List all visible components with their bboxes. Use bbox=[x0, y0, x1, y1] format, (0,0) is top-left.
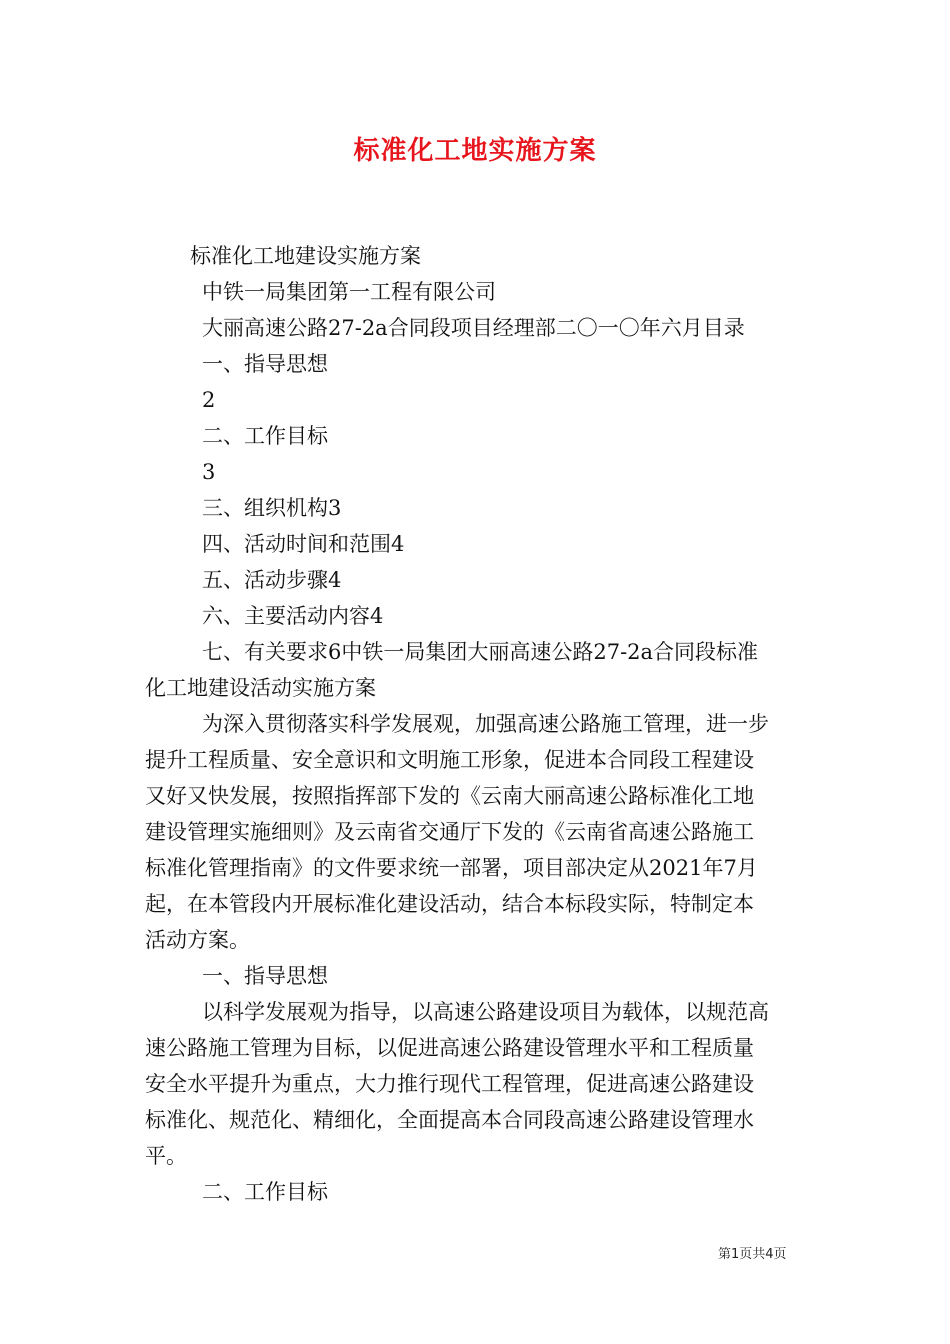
body-line: 以科学发展观为指导，以高速公路建设项目为载体，以规范高 bbox=[202, 1000, 769, 1024]
body-line: 为深入贯彻落实科学发展观，加强高速公路施工管理，进一步 bbox=[202, 712, 769, 736]
page-footer: 第1页共4页 bbox=[718, 1247, 787, 1262]
toc-item: 三、组织机构3 bbox=[202, 496, 342, 520]
toc-item: 五、活动步骤4 bbox=[202, 568, 342, 592]
body-line: 又好又快发展，按照指挥部下发的《云南大丽高速公路标准化工地 bbox=[145, 784, 754, 808]
toc-item: 二、工作目标 bbox=[202, 424, 328, 448]
toc-item: 四、活动时间和范围4 bbox=[202, 532, 405, 556]
toc-item: 一、指导思想 bbox=[202, 352, 328, 376]
body-line: 化工地建设活动实施方案 bbox=[145, 676, 376, 700]
body-line: 平。 bbox=[145, 1144, 187, 1168]
body-line: 活动方案。 bbox=[145, 928, 250, 952]
document-title: 标准化工地实施方案 bbox=[353, 136, 597, 166]
body-line: 安全水平提升为重点，大力推行现代工程管理，促进高速公路建设 bbox=[145, 1072, 754, 1096]
body-line: 建设管理实施细则》及云南省交通厅下发的《云南省高速公路施工 bbox=[145, 820, 754, 844]
subtitle-line: 标准化工地建设实施方案 bbox=[190, 244, 421, 268]
body-line: 起，在本管段内开展标准化建设活动，结合本标段实际，特制定本 bbox=[145, 892, 754, 916]
body-line: 提升工程质量、安全意识和文明施工形象，促进本合同段工程建设 bbox=[145, 748, 754, 772]
toc-page: 3 bbox=[202, 460, 216, 484]
toc-item: 六、主要活动内容4 bbox=[202, 604, 384, 628]
body-line: 标准化、规范化、精细化，全面提高本合同段高速公路建设管理水 bbox=[145, 1108, 754, 1132]
body-line: 标准化管理指南》的文件要求统一部署，项目部决定从2021年7月 bbox=[145, 856, 758, 880]
company-line: 中铁一局集团第一工程有限公司 bbox=[202, 280, 496, 304]
project-line: 大丽高速公路27-2a合同段项目经理部二〇一〇年六月目录 bbox=[202, 316, 745, 340]
body-line: 速公路施工管理为目标，以促进高速公路建设管理水平和工程质量 bbox=[145, 1036, 754, 1060]
section-heading: 一、指导思想 bbox=[202, 964, 328, 988]
toc-item: 七、有关要求6中铁一局集团大丽高速公路27-2a合同段标准 bbox=[202, 640, 759, 664]
toc-page: 2 bbox=[202, 388, 216, 412]
section-heading: 二、工作目标 bbox=[202, 1180, 328, 1204]
